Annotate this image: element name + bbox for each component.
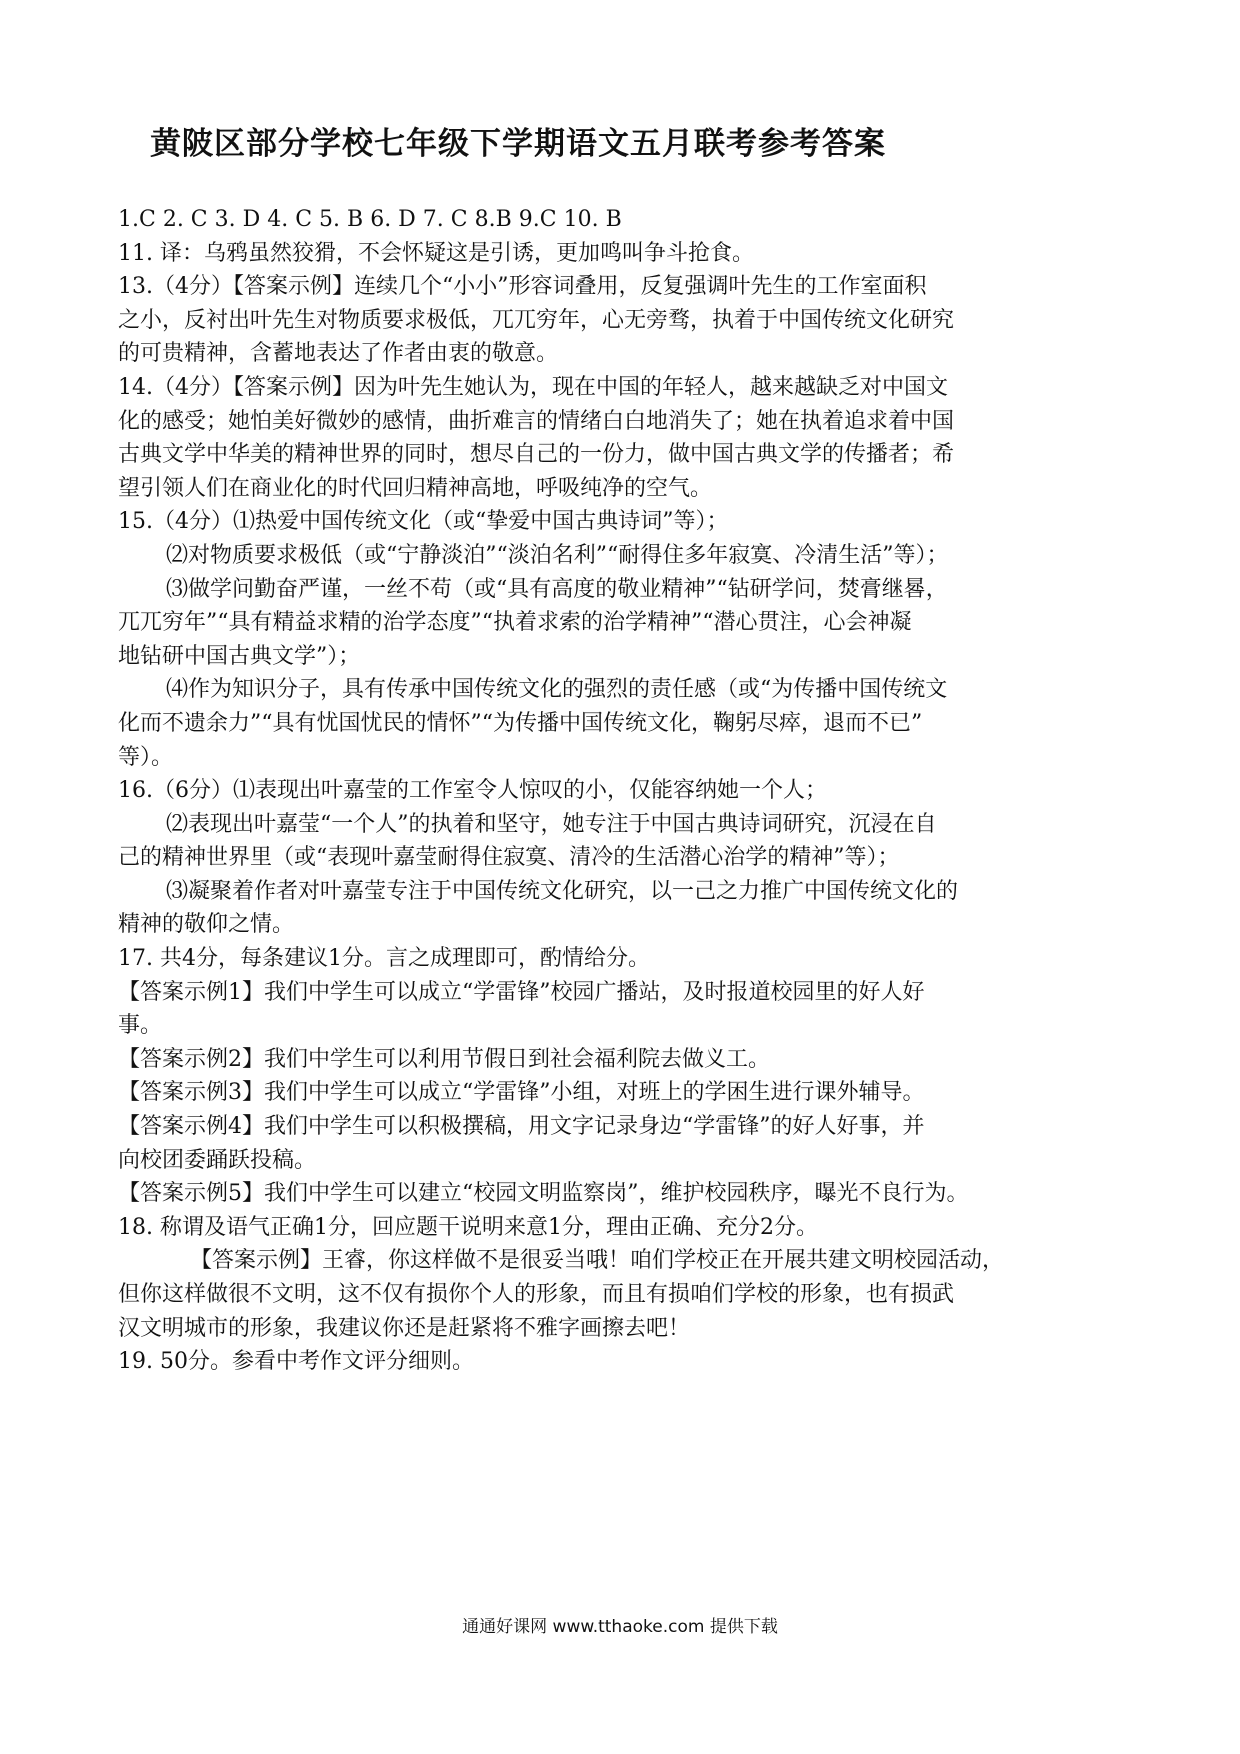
- answer-line: 古典文学中华美的精神世界的同时，想尽自己的一份力，做中国古典文学的传播者；希: [118, 442, 955, 468]
- answer-line: ⑵表现出叶嘉莹“一个人”的执着和坚守，她专注于中国古典诗词研究，沉浸在自: [166, 811, 937, 837]
- answer-line: 汉文明城市的形象，我建议你还是赶紧将不雅字画擦去吧！: [118, 1315, 691, 1341]
- answer-content: [118, 203, 1068, 1379]
- answer-line: 16.（6分）⑴表现出叶嘉莹的工作室令人惊叹的小，仅能容纳她一个人；: [118, 778, 827, 804]
- answer-line: 19. 50分。参看中考作文评分细则。: [118, 1349, 474, 1375]
- answer-line: ⑶凝聚着作者对叶嘉莹专注于中国传统文化研究，以一己之力推广中国传统文化的: [166, 878, 959, 904]
- answer-line: 望引领人们在商业化的时代回归精神高地，呼吸纯净的空气。: [118, 475, 713, 501]
- answer-line: 化而不遗余力”“具有忧国忧民的情怀”“为传播中国传统文化，鞠躬尽瘁，退而不已”: [118, 710, 923, 736]
- answer-line: 之小，反衬出叶先生对物质要求极低，兀兀穷年，心无旁骛，执着于中国传统文化研究: [118, 307, 955, 333]
- page-footer: 通通好课网 www.tthaoke.com 提供下载: [462, 1617, 778, 1637]
- answer-line: 精神的敬仰之情。: [118, 912, 295, 938]
- page-title: 黄陂区部分学校七年级下学期语文五月联考参考答案: [150, 126, 886, 162]
- answer-line: 【答案示例5】我们中学生可以建立“校园文明监察岗”，维护校园秩序，曝光不良行为。: [118, 1181, 969, 1207]
- answer-line: 的可贵精神，含蓄地表达了作者由衷的敬意。: [118, 341, 559, 367]
- answer-line: 17. 共4分，每条建议1分。言之成理即可，酌情给分。: [118, 946, 650, 972]
- answer-line: 【答案示例1】我们中学生可以成立“学雷锋”校园广播站，及时报道校园里的好人好: [118, 979, 925, 1005]
- answer-line: 兀兀穷年”“具有精益求精的治学态度”“执着求索的治学精神”“潜心贯注，心会神凝: [118, 610, 912, 636]
- answer-line: 己的精神世界里（或“表现叶嘉莹耐得住寂寞、清冷的生活潜心治学的精神”等）；: [118, 845, 900, 871]
- answer-line: ⑵对物质要求极低（或“宁静淡泊”“淡泊名利”“耐得住多年寂寞、冷清生活”等）；: [166, 542, 949, 568]
- answer-line: 11. 译：乌鸦虽然狡猾，不会怀疑这是引诱，更加鸣叫争斗抢食。: [118, 240, 754, 266]
- answer-line: 【答案示例】王睿，你这样做不是很妥当哦！咱们学校正在开展共建文明校园活动，: [190, 1248, 1005, 1274]
- answer-line: 地钻研中国古典文学”）；: [118, 643, 361, 669]
- answer-line: 等）。: [118, 744, 174, 770]
- answer-line: 【答案示例4】我们中学生可以积极撰稿，用文字记录身边“学雷锋”的好人好事，并: [118, 1114, 925, 1140]
- answer-line: ⑶做学问勤奋严谨，一丝不苟（或“具有高度的敬业精神”“钻研学问，焚膏继晷，: [166, 576, 948, 602]
- answer-line: 18. 称谓及语气正确1分，回应题干说明来意1分，理由正确、充分2分。: [118, 1214, 818, 1240]
- answer-line: 14.（4分）【答案示例】因为叶先生她认为，现在中国的年轻人，越来越缺乏对中国文: [118, 374, 948, 400]
- answer-line: 【答案示例3】我们中学生可以成立“学雷锋”小组，对班上的学困生进行课外辅导。: [118, 1080, 925, 1106]
- answer-line: 但你这样做很不文明，这不仅有损你个人的形象，而且有损咱们学校的形象，也有损武: [118, 1282, 955, 1307]
- answer-line: 化的感受；她怕美好微妙的感情，曲折难言的情绪白白地消失了；她在执着追求着中国: [118, 408, 955, 434]
- answer-line: 13.（4分）【答案示例】连续几个“小小”形容词叠用，反复强调叶先生的工作室面积: [118, 274, 927, 300]
- answer-line: 事。: [118, 1013, 163, 1039]
- answer-line: 15.（4分）⑴热爱中国传统文化（或“挚爱中国古典诗词”等）；: [118, 509, 729, 535]
- answer-line: ⑷作为知识分子，具有传承中国传统文化的强烈的责任感（或“为传播中国传统文: [166, 677, 948, 703]
- answer-line: 向校团委踊跃投稿。: [118, 1147, 317, 1173]
- answer-line: 【答案示例2】我们中学生可以利用节假日到社会福利院去做义工。: [118, 1046, 770, 1072]
- answer-line: 1.C 2. C 3. D 4. C 5. B 6. D 7. C 8.B 9.C 10. B: [118, 207, 622, 232]
